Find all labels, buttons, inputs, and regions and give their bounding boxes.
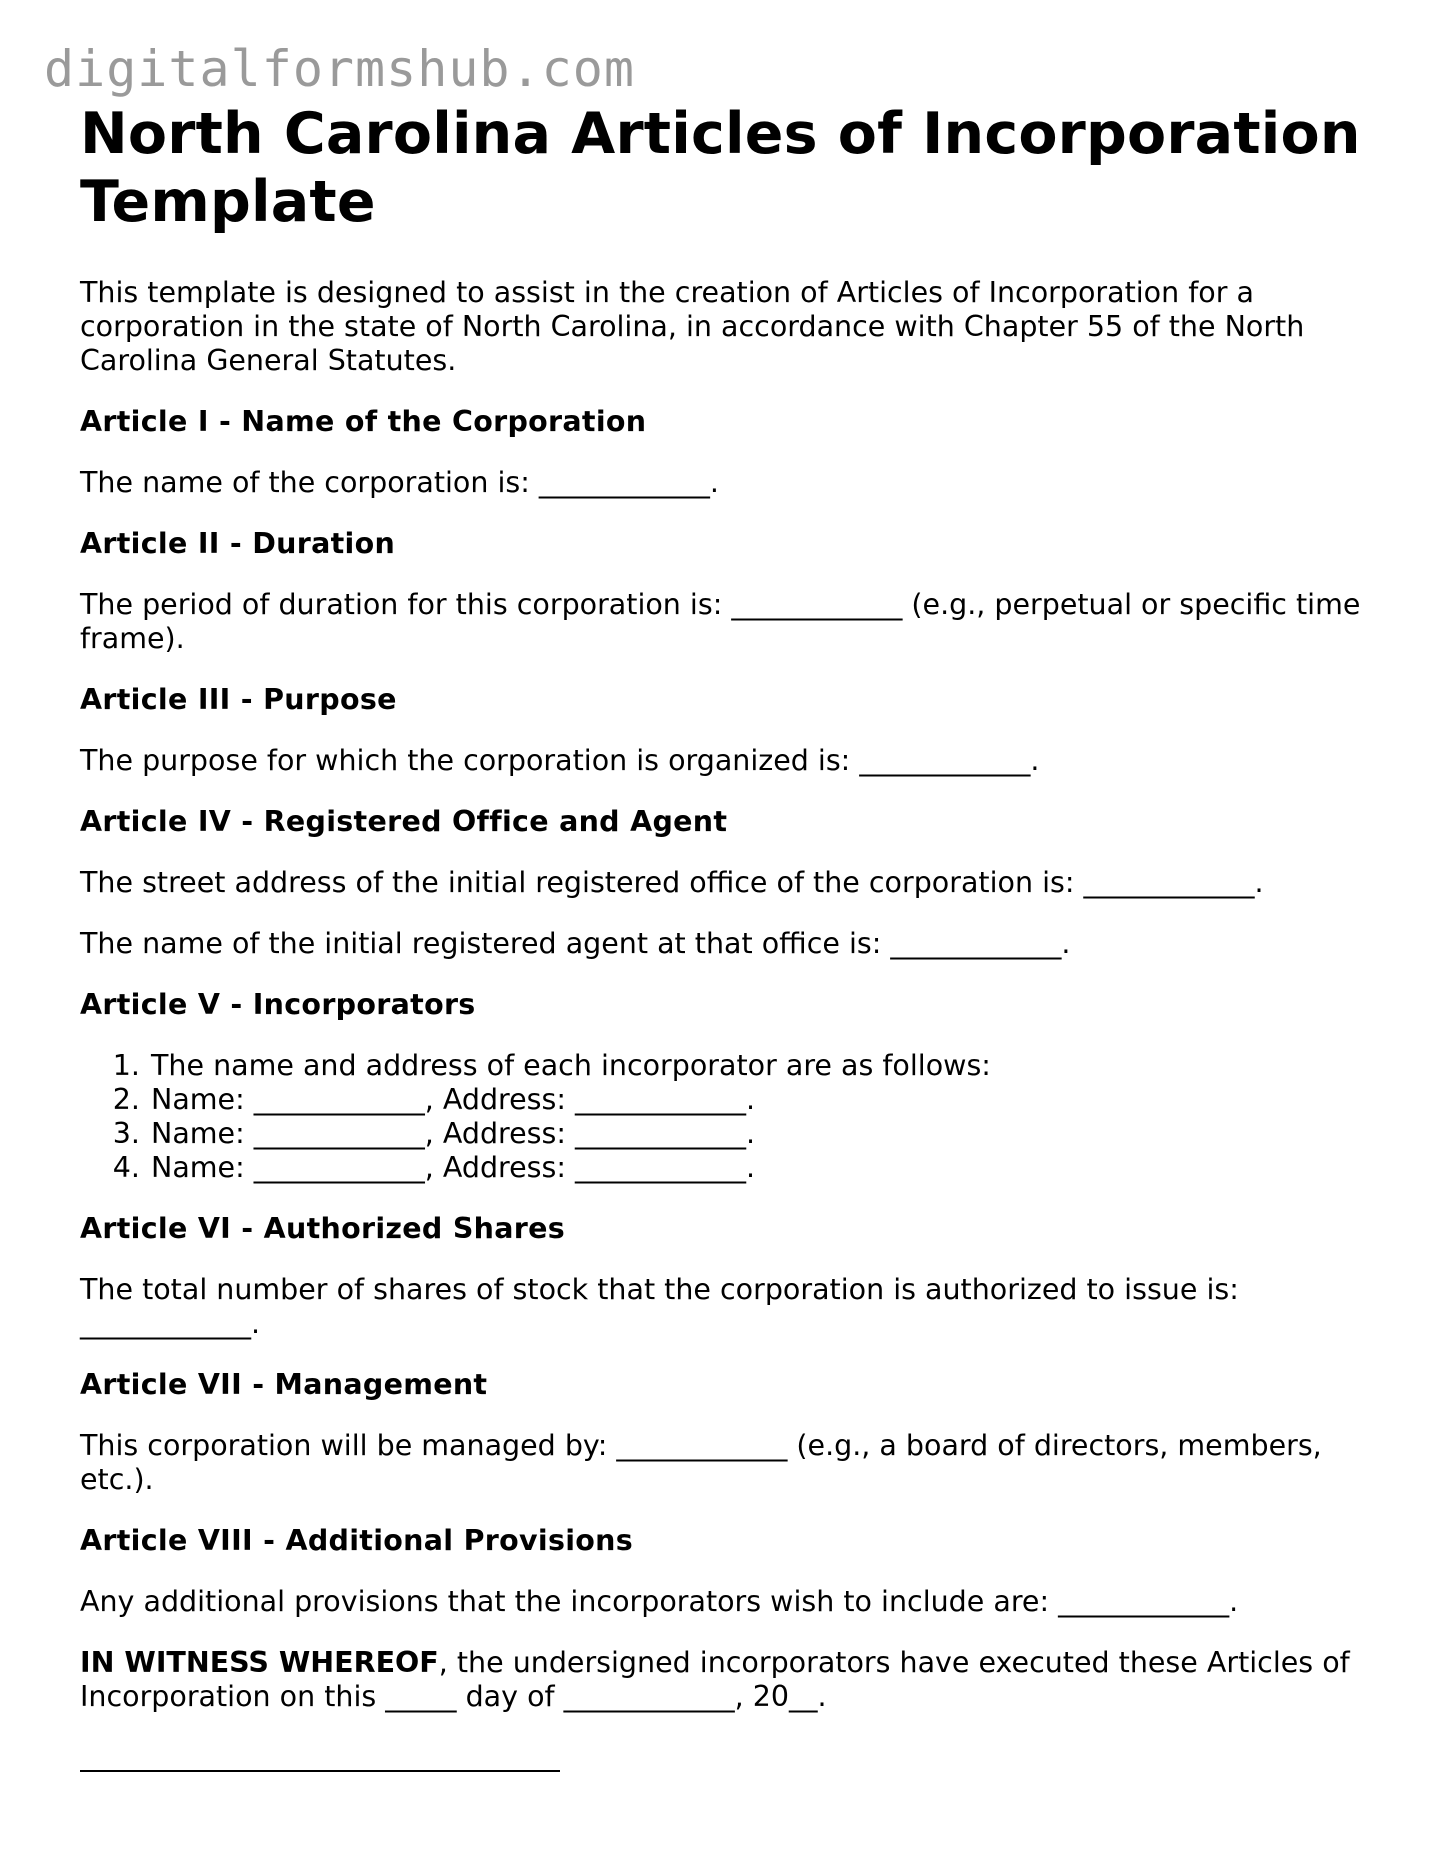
- article-1-heading: Article I - Name of the Corporation: [80, 405, 647, 438]
- article-7-text: This corporation will be managed by: ____________ (e.g., a board of directors, members, etc.).: [80, 1429, 1322, 1496]
- article-2-text: The period of duration for this corporation is: ____________ (e.g., perpetual or specific time frame).: [80, 588, 1361, 655]
- article-4: [80, 805, 1370, 961]
- article-4-agent-text: The name of the initial registered agent at that office is: ____________.: [80, 927, 1071, 960]
- witness-text: , the undersigned incorporators have executed these Articles of Incorporation on this _____ day of ____________, 20__.: [80, 1646, 1350, 1713]
- article-4-office-text: The street address of the initial registered office of the corporation is: ____________.: [80, 866, 1264, 899]
- article-7: [80, 1368, 1370, 1497]
- article-5-heading: Article V - Incorporators: [80, 988, 476, 1021]
- article-8-heading: Article VIII - Additional Provisions: [80, 1524, 634, 1557]
- article-4-heading: Article IV - Registered Office and Agent: [80, 805, 728, 838]
- signature-line: [80, 1770, 560, 1772]
- list-item: 3. Name: ____________, Address: ____________.: [149, 1117, 1370, 1151]
- article-3-text: The purpose for which the corporation is organized is: ____________.: [80, 744, 1040, 777]
- article-6-heading: Article VI - Authorized Shares: [80, 1212, 566, 1245]
- incorporators-list: [80, 1049, 1370, 1185]
- article-2-heading: Article II - Duration: [80, 527, 396, 560]
- article-5: [80, 988, 1370, 1185]
- article-3: [80, 683, 1370, 778]
- intro-paragraph: This template is designed to assist in the creation of Articles of Incorporation for a corporation in the state of North Carolina, in accordance with Chapter 55 of the North Carolina General Statutes.: [80, 276, 1305, 377]
- article-2: [80, 527, 1370, 656]
- article-1: [80, 405, 1370, 500]
- witness-clause: [80, 1646, 1370, 1714]
- article-6-text: The total number of shares of stock that the corporation is authorized to issue is: ____________.: [80, 1273, 1239, 1340]
- list-item: 2. Name: ____________, Address: ____________.: [149, 1083, 1370, 1117]
- list-item: 1. The name and address of each incorporator are as follows:: [149, 1049, 1370, 1083]
- article-6: [80, 1212, 1370, 1341]
- document-title: North Carolina Articles of Incorporation Template: [80, 101, 1361, 235]
- article-8-text: Any additional provisions that the incorporators wish to include are: ____________.: [80, 1585, 1239, 1618]
- article-8: [80, 1524, 1370, 1619]
- article-7-heading: Article VII - Management: [80, 1368, 488, 1401]
- witness-lead: IN WITNESS WHEREOF: [80, 1646, 439, 1679]
- document-page: [80, 100, 1370, 1772]
- article-3-heading: Article III - Purpose: [80, 683, 397, 716]
- article-1-text: The name of the corporation is: ____________.: [80, 466, 719, 499]
- watermark: digitalformshub.com: [44, 40, 635, 98]
- list-item: 4. Name: ____________, Address: ____________.: [149, 1151, 1370, 1185]
